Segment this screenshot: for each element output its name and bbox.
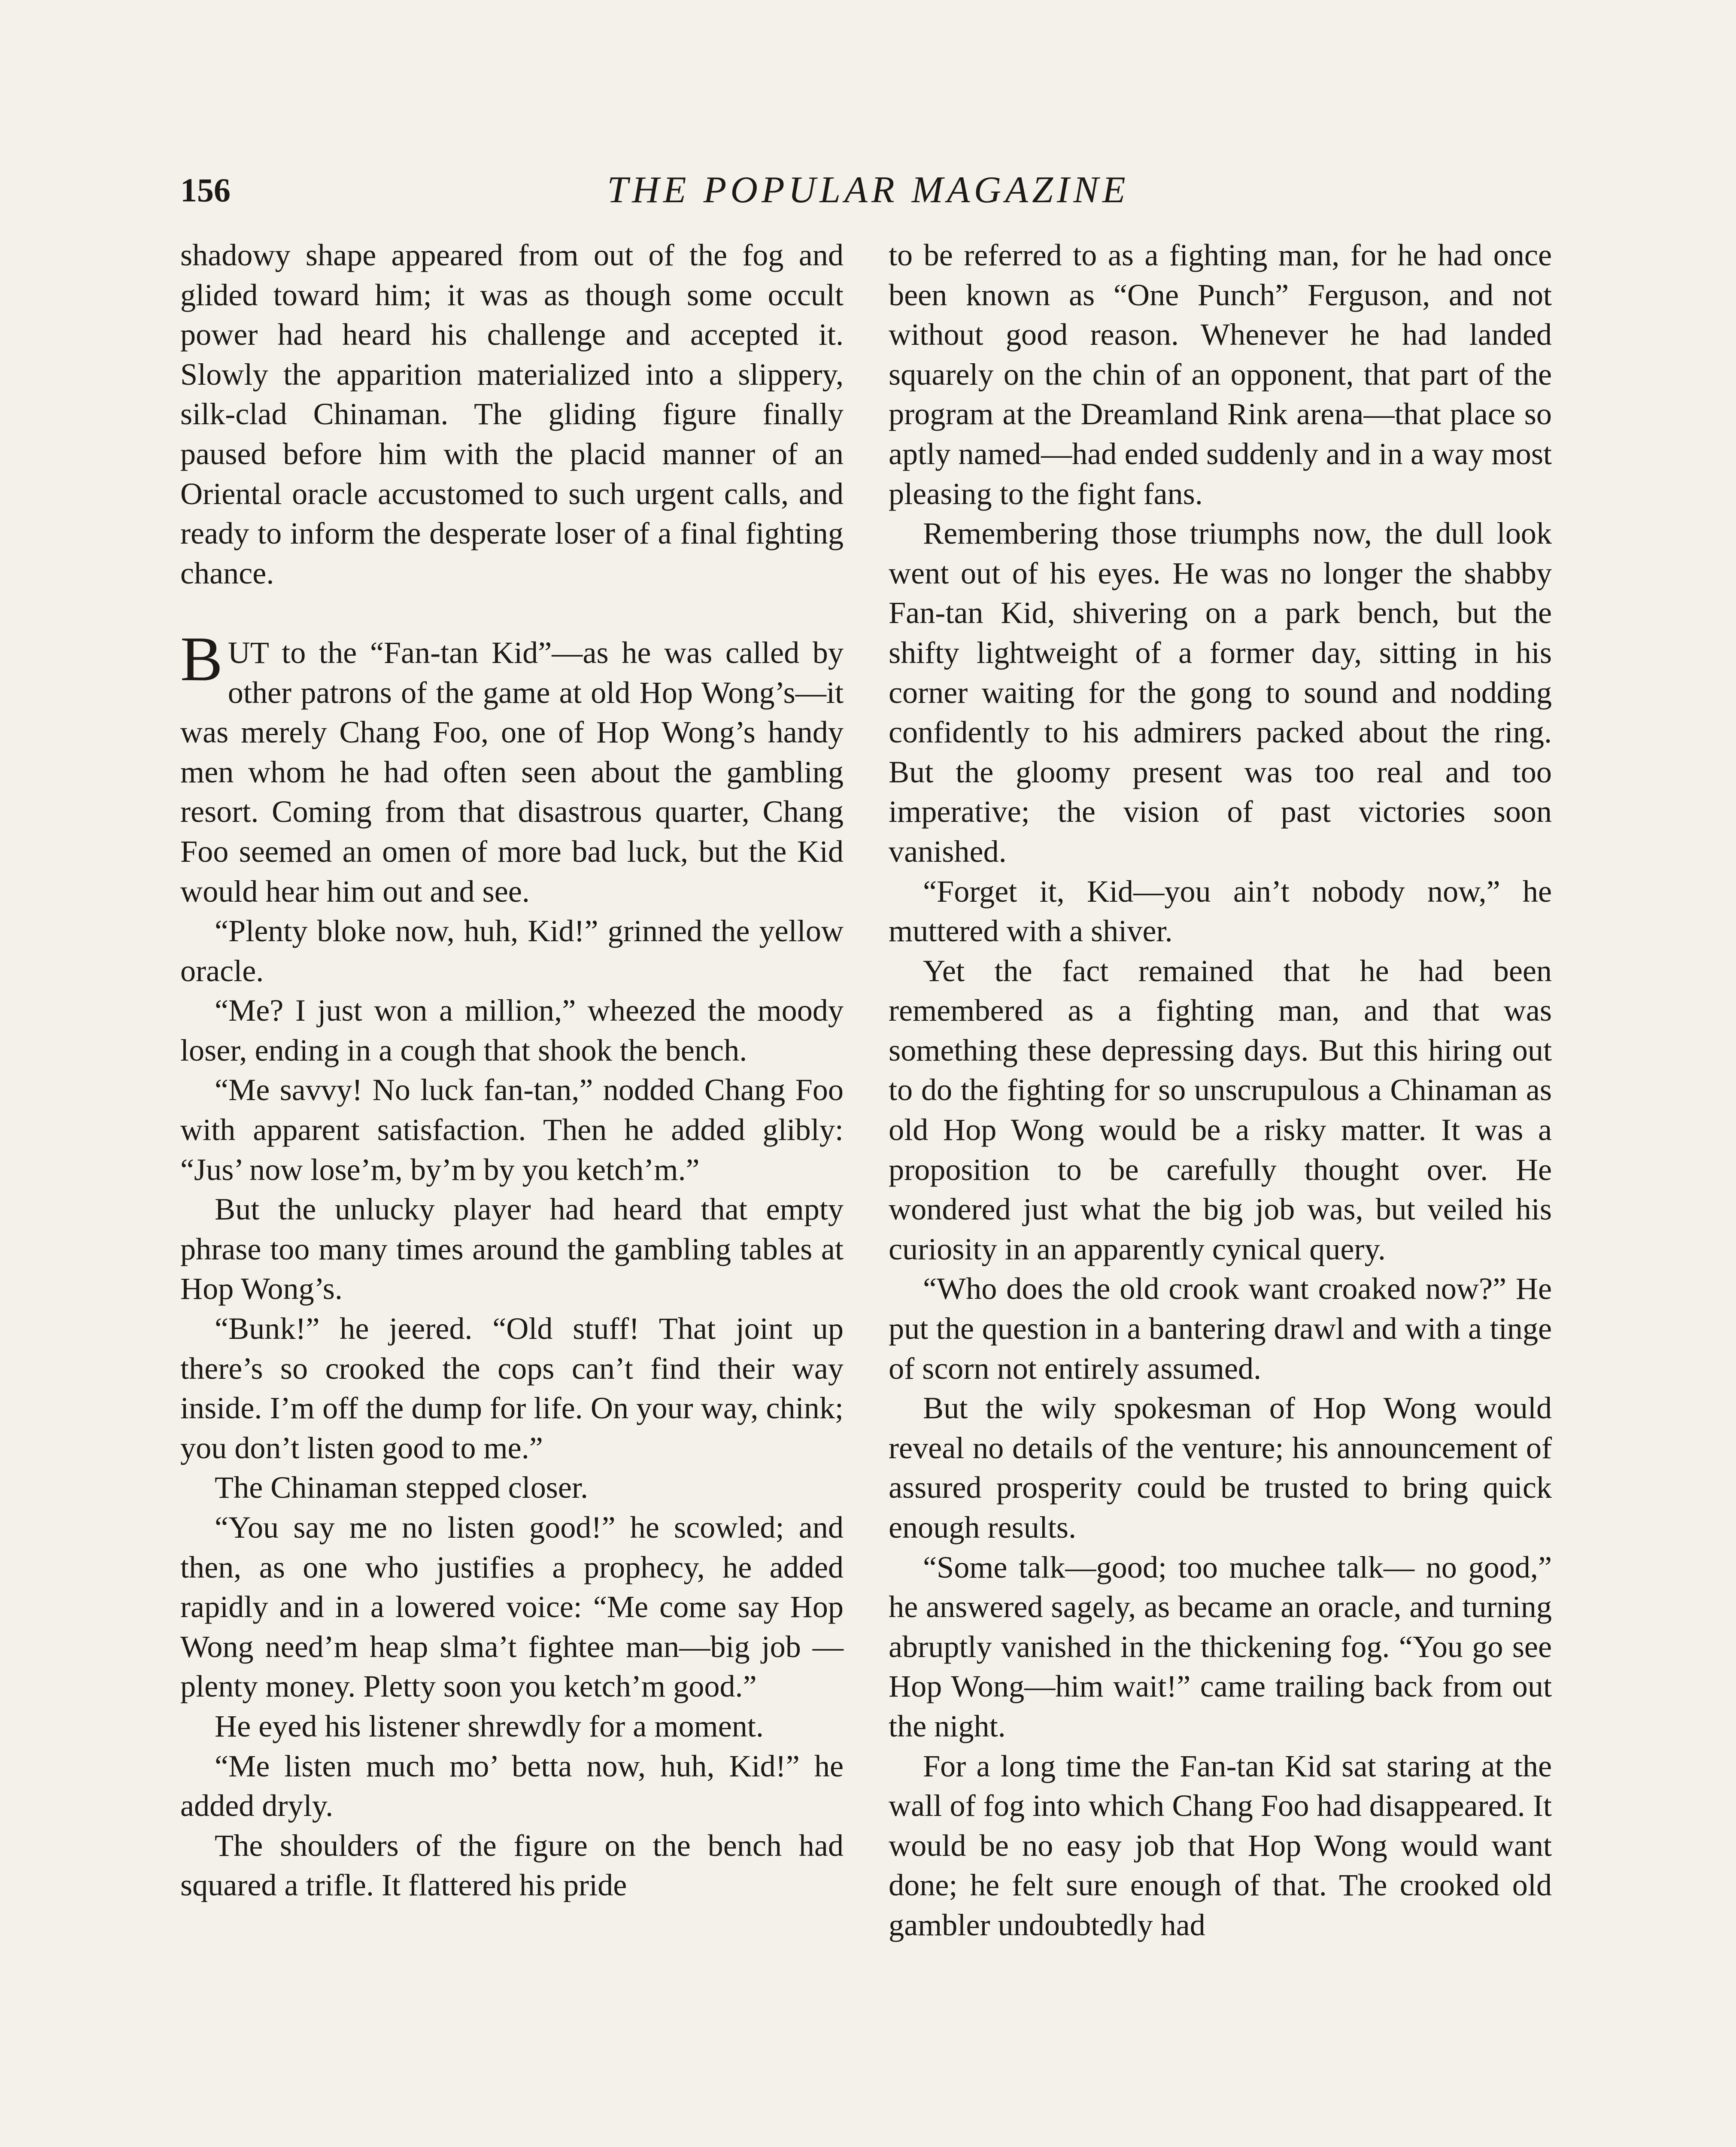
- page-number: 156: [180, 171, 231, 209]
- paragraph: Yet the fact remained that he had been remembered as a fighting man, and that was something these depressing days. But this hiring out to do the fighting for so unscrupulous a Chinaman as old Hop Wong would be a risky matter. It was a proposition to be carefully thought over. He wondered just what the big job was, but veiled his curiosity in an apparently cynical query.: [889, 953, 1552, 1266]
- paragraph: “Me savvy! No luck fan-tan,” nodded Chang Foo with apparent satisfaction. Then he added glibly: “Jus’ now lose’m, by’m by you ketch’m.”: [180, 1073, 844, 1187]
- drop-cap: B: [180, 623, 223, 694]
- paragraph: “Forget it, Kid—you ain’t nobody now,” he muttered with a shiver.: [889, 874, 1552, 949]
- paragraph: “Who does the old crook want croaked now?” He put the question in a bantering drawl and with a tinge of scorn not entirely assumed.: [889, 1271, 1552, 1386]
- paragraph: to be referred to as a fighting man, for he had once been known as “One Punch” Ferguson, and not without good reason. Whenever he had landed squarely on the chin of an opponent, that part of the program at the Dreamland Rink arena—that place so aptly named—had ended suddenly and in a way most pleasing to the fight fans.: [889, 238, 1552, 511]
- section-start-paragraph: [180, 623, 844, 911]
- paragraph: “Bunk!” he jeered. “Old stuff! That joint up there’s so crooked the cops can’t find their way inside. I’m off the dump for life. On your way, chink; you don’t listen good to me.”: [180, 1311, 844, 1465]
- paragraph: “Me listen much mo’ betta now, huh, Kid!” he added dryly.: [180, 1749, 844, 1823]
- paragraph-text: UT to the “Fan-tan Kid”—as he was called by other patrons of the game at old Hop Wong’s—it was merely Chang Foo, one of Hop Wong’s handy men whom he had often seen about the gambling resort. Coming from that disastrous quarter, Chang Foo seemed an omen of more bad luck, but the Kid would hear him out and see.: [180, 635, 844, 909]
- paragraph: The shoulders of the figure on the bench had squared a trifle. It flattered his pride: [180, 1828, 844, 1903]
- paragraph: For a long time the Fan-tan Kid sat staring at the wall of fog into which Chang Foo had disappeared. It would be no easy job that Hop Wong would want done; he felt sure enough of that. The crooked old gambler undoubtedly had: [889, 1749, 1552, 1942]
- paragraph: The Chinaman stepped closer.: [215, 1470, 589, 1505]
- running-head: THE POPULAR MAGAZINE: [607, 169, 1129, 211]
- left-column: [180, 235, 844, 1905]
- paragraph: Remembering those triumphs now, the dull look went out of his eyes. He was no longer the shabby Fan-tan Kid, shivering on a park bench, but the shifty lightweight of a former day, sitting in his corner waiting for the gong to sound and nodding confidently to his admirers packed about the ring. But the gloomy present was too real and too imperative; the vision of past victories soon vanished.: [889, 516, 1552, 869]
- right-column: [889, 235, 1552, 1945]
- paragraph: “Plenty bloke now, huh, Kid!” grinned the yellow oracle.: [180, 914, 844, 988]
- paragraph: “You say me no listen good!” he scowled; and then, as one who justifies a prophecy, he added rapidly and in a lowered voice: “Me come say Hop Wong need’m heap slma’t fightee man—big job —plenty money. Pletty soon you ketch’m good.”: [180, 1510, 844, 1704]
- paragraph: shadowy shape appeared from out of the fog and glided toward him; it was as though some occult power had heard his challenge and accepted it. Slowly the apparition materialized into a slippery, silk-clad Chinaman. The gliding figure finally paused before him with the placid manner of an Oriental oracle accustomed to such urgent calls, and ready to inform the desperate loser of a final fighting chance.: [180, 238, 844, 590]
- paragraph: But the unlucky player had heard that empty phrase too many times around the gambling tables at Hop Wong’s.: [180, 1192, 844, 1306]
- paragraph: “Some talk—good; too muchee talk— no good,” he answered sagely, as became an oracle, and turning abruptly vanished in the thickening fog. “You go see Hop Wong—him wait!” came trailing back from out the night.: [889, 1550, 1552, 1743]
- paragraph: “Me? I just won a million,” wheezed the moody loser, ending in a cough that shook the bench.: [180, 993, 844, 1067]
- page-header: [180, 162, 1556, 218]
- paragraph: He eyed his listener shrewdly for a moment.: [215, 1709, 764, 1743]
- paragraph: But the wily spokesman of Hop Wong would reveal no details of the venture; his announcement of assured prosperity could be trusted to bring quick enough results.: [889, 1391, 1552, 1545]
